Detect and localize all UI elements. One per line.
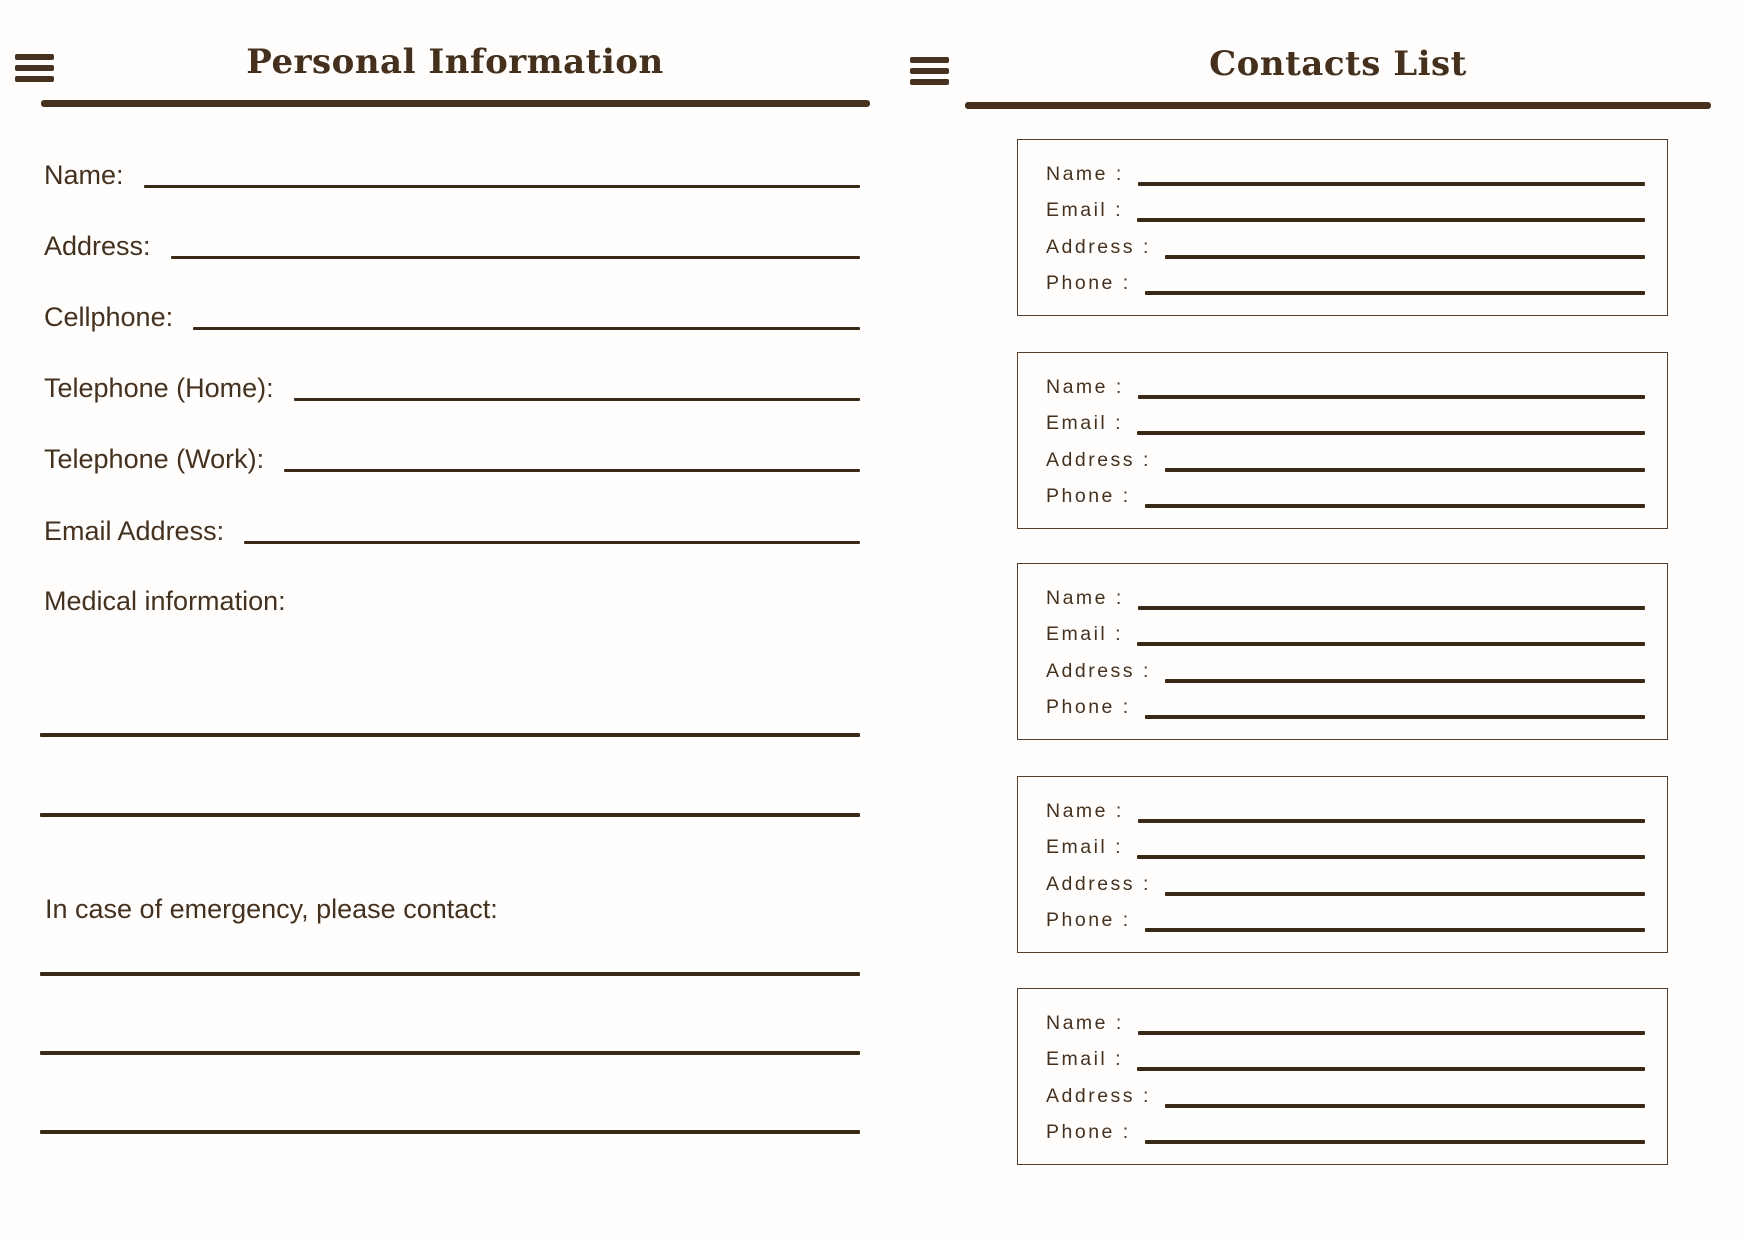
contact-email-write-line[interactable] xyxy=(1137,1067,1645,1071)
contact-email-write-line[interactable] xyxy=(1137,855,1645,859)
card-label: Phone : xyxy=(1046,909,1131,932)
contact-address-write-line[interactable] xyxy=(1165,255,1645,259)
title-underline xyxy=(41,100,870,107)
card-label: Email : xyxy=(1046,1048,1124,1071)
hamburger-menu-icon[interactable] xyxy=(910,57,949,85)
contact-phone-write-line[interactable] xyxy=(1145,1140,1645,1144)
field-label: Telephone (Home): xyxy=(44,372,274,403)
field-row-name xyxy=(40,153,860,197)
contact-card xyxy=(1017,776,1668,953)
field-row-cellphone xyxy=(40,295,860,339)
field-label: Address: xyxy=(44,230,151,261)
card-row-email xyxy=(1046,830,1645,867)
card-row-name xyxy=(1046,369,1645,406)
card-label: Phone : xyxy=(1046,1121,1131,1144)
card-label: Name : xyxy=(1046,799,1124,822)
menu-bar xyxy=(910,57,949,63)
medical-write-line[interactable] xyxy=(40,813,860,817)
page-title-personal-information: Personal Information xyxy=(246,42,664,82)
card-label: Address : xyxy=(1046,235,1151,258)
emergency-write-line[interactable] xyxy=(40,1051,860,1055)
contact-name-write-line[interactable] xyxy=(1138,819,1645,823)
card-row-email xyxy=(1046,193,1645,230)
card-label: Phone : xyxy=(1046,272,1131,295)
contact-phone-write-line[interactable] xyxy=(1145,715,1645,719)
card-row-name xyxy=(1046,156,1645,193)
card-row-phone xyxy=(1046,479,1645,516)
card-label: Email : xyxy=(1046,623,1124,646)
menu-bar xyxy=(910,79,949,85)
contact-name-write-line[interactable] xyxy=(1138,1031,1645,1035)
contact-address-write-line[interactable] xyxy=(1165,892,1645,896)
field-row-telephone-home xyxy=(40,366,860,410)
contact-address-write-line[interactable] xyxy=(1165,1104,1645,1108)
card-row-phone xyxy=(1046,690,1645,727)
field-label: Telephone (Work): xyxy=(44,443,265,474)
card-row-address xyxy=(1046,653,1645,690)
contact-email-write-line[interactable] xyxy=(1137,431,1645,435)
telephone-home-write-line[interactable] xyxy=(294,398,860,401)
card-label: Address : xyxy=(1046,1084,1151,1107)
medical-write-line[interactable] xyxy=(40,733,860,737)
address-write-line[interactable] xyxy=(171,256,860,259)
card-label: Email : xyxy=(1046,412,1124,435)
emergency-write-line[interactable] xyxy=(40,972,860,976)
card-row-address xyxy=(1046,1078,1645,1115)
contact-phone-write-line[interactable] xyxy=(1145,291,1645,295)
page-title-contacts-list: Contacts List xyxy=(1209,44,1467,84)
contact-card xyxy=(1017,563,1668,740)
card-label: Address : xyxy=(1046,448,1151,471)
field-label: Email Address: xyxy=(44,515,225,546)
field-label: Cellphone: xyxy=(44,301,174,332)
card-label: Email : xyxy=(1046,199,1124,222)
card-label: Name : xyxy=(1046,375,1124,398)
cellphone-write-line[interactable] xyxy=(193,327,860,330)
card-row-phone xyxy=(1046,1115,1645,1152)
card-label: Name : xyxy=(1046,162,1124,185)
field-row-address xyxy=(40,224,860,268)
card-row-email xyxy=(1046,1042,1645,1079)
card-label: Address : xyxy=(1046,659,1151,682)
card-row-address xyxy=(1046,866,1645,903)
emergency-write-line[interactable] xyxy=(40,1130,860,1134)
card-row-name xyxy=(1046,1005,1645,1042)
card-row-address xyxy=(1046,229,1645,266)
card-label: Phone : xyxy=(1046,696,1131,719)
card-label: Email : xyxy=(1046,836,1124,859)
medical-information-label: Medical information: xyxy=(44,586,286,616)
field-row-telephone-work xyxy=(40,437,860,481)
contact-phone-write-line[interactable] xyxy=(1145,504,1645,508)
contact-email-write-line[interactable] xyxy=(1137,642,1645,646)
emergency-contact-label: In case of emergency, please contact: xyxy=(45,894,498,924)
field-label: Name: xyxy=(44,159,124,190)
card-label: Phone : xyxy=(1046,485,1131,508)
card-row-name xyxy=(1046,580,1645,617)
email-write-line[interactable] xyxy=(244,541,860,544)
card-row-phone xyxy=(1046,266,1645,303)
card-row-email xyxy=(1046,617,1645,654)
contact-email-write-line[interactable] xyxy=(1137,218,1645,222)
card-label: Name : xyxy=(1046,586,1124,609)
card-row-email xyxy=(1046,406,1645,443)
card-row-phone xyxy=(1046,903,1645,940)
title-underline xyxy=(965,102,1711,109)
name-write-line[interactable] xyxy=(144,185,860,188)
menu-bar xyxy=(910,68,949,74)
contact-card xyxy=(1017,352,1668,529)
contact-address-write-line[interactable] xyxy=(1165,679,1645,683)
card-label: Address : xyxy=(1046,872,1151,895)
card-row-name xyxy=(1046,793,1645,830)
contact-name-write-line[interactable] xyxy=(1138,395,1645,399)
contact-address-write-line[interactable] xyxy=(1165,468,1645,472)
field-row-email-address xyxy=(40,509,860,553)
telephone-work-write-line[interactable] xyxy=(284,469,860,472)
contact-name-write-line[interactable] xyxy=(1138,182,1645,186)
card-row-address xyxy=(1046,442,1645,479)
contact-card xyxy=(1017,139,1668,316)
card-label: Name : xyxy=(1046,1011,1124,1034)
contact-card xyxy=(1017,988,1668,1165)
contact-phone-write-line[interactable] xyxy=(1145,928,1645,932)
contact-name-write-line[interactable] xyxy=(1138,606,1645,610)
